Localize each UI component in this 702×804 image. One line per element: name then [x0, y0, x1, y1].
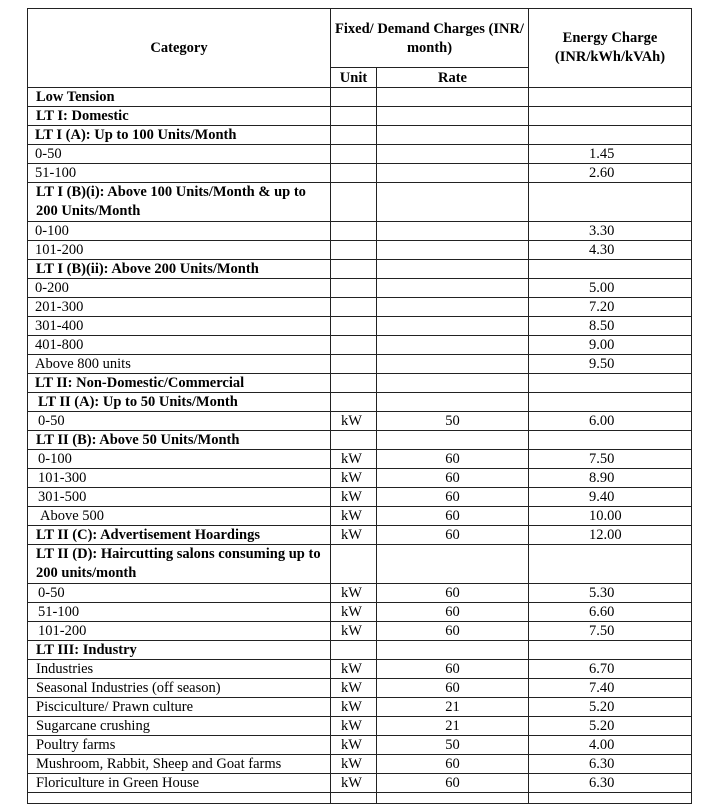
unit-cell — [331, 241, 377, 260]
rate-cell — [377, 241, 529, 260]
rate-cell: 21 — [377, 698, 529, 717]
energy-charge-cell: 6.30 — [529, 755, 692, 774]
energy-charge-cell: 8.50 — [529, 317, 692, 336]
rate-cell — [377, 545, 529, 584]
energy-charge-cell: 6.60 — [529, 603, 692, 622]
energy-charge-cell — [529, 545, 692, 584]
category-cell: Above 800 units — [28, 355, 331, 374]
energy-charge-cell: 6.30 — [529, 774, 692, 793]
category-cell: Mushroom, Rabbit, Sheep and Goat farms — [28, 755, 331, 774]
energy-charge-cell — [529, 88, 692, 107]
unit-cell: kW — [331, 507, 377, 526]
table-row — [28, 603, 692, 622]
energy-charge-cell: 9.00 — [529, 336, 692, 355]
energy-charge-cell: 3.30 — [529, 222, 692, 241]
energy-charge-cell: 7.40 — [529, 679, 692, 698]
table-row — [28, 126, 692, 145]
table-row — [28, 488, 692, 507]
category-cell: LT I: Domestic — [28, 107, 331, 126]
header-category: Category — [28, 9, 331, 88]
table-row — [28, 241, 692, 260]
unit-cell: kW — [331, 717, 377, 736]
unit-cell: kW — [331, 412, 377, 431]
energy-charge-cell: 10.00 — [529, 507, 692, 526]
energy-charge-cell: 4.00 — [529, 736, 692, 755]
table-row — [28, 507, 692, 526]
rate-cell — [377, 298, 529, 317]
unit-cell — [331, 374, 377, 393]
unit-cell: kW — [331, 622, 377, 641]
category-cell: LT I (A): Up to 100 Units/Month — [28, 126, 331, 145]
unit-cell: kW — [331, 450, 377, 469]
rate-cell: 60 — [377, 469, 529, 488]
energy-charge-cell: 5.30 — [529, 584, 692, 603]
category-cell: Poultry farms — [28, 736, 331, 755]
table-row — [28, 279, 692, 298]
table-row — [28, 374, 692, 393]
rate-cell: 60 — [377, 622, 529, 641]
rate-cell: 60 — [377, 526, 529, 545]
table-row — [28, 755, 692, 774]
rate-cell — [377, 126, 529, 145]
table-row — [28, 183, 692, 222]
unit-cell: kW — [331, 526, 377, 545]
category-cell: 201-300 — [28, 298, 331, 317]
category-cell: 0-200 — [28, 279, 331, 298]
category-cell: 51-100 — [28, 603, 331, 622]
table-row — [28, 88, 692, 107]
rate-cell — [377, 317, 529, 336]
rate-cell — [377, 279, 529, 298]
unit-cell — [331, 107, 377, 126]
category-cell: 0-50 — [28, 412, 331, 431]
category-cell — [28, 793, 331, 804]
table-row — [28, 584, 692, 603]
tariff-table — [27, 8, 692, 804]
header-energy-charge: Energy Charge (INR/kWh/kVAh) — [529, 9, 692, 88]
category-cell: Low Tension — [28, 88, 331, 107]
category-cell: 301-400 — [28, 317, 331, 336]
table-row — [28, 260, 692, 279]
category-cell: LT I (B)(ii): Above 200 Units/Month — [28, 260, 331, 279]
table-row — [28, 450, 692, 469]
table-row — [28, 164, 692, 183]
unit-cell — [331, 355, 377, 374]
table-row — [28, 393, 692, 412]
rate-cell: 60 — [377, 774, 529, 793]
table-row — [28, 107, 692, 126]
rate-cell: 60 — [377, 679, 529, 698]
header-unit: Unit — [331, 68, 377, 88]
unit-cell: kW — [331, 488, 377, 507]
rate-cell — [377, 374, 529, 393]
table-row — [28, 355, 692, 374]
table-row — [28, 679, 692, 698]
energy-charge-cell: 7.50 — [529, 450, 692, 469]
energy-charge-cell: 6.00 — [529, 412, 692, 431]
category-cell: Industries — [28, 660, 331, 679]
rate-cell: 60 — [377, 584, 529, 603]
category-cell: Floriculture in Green House — [28, 774, 331, 793]
energy-charge-cell — [529, 107, 692, 126]
energy-charge-cell — [529, 641, 692, 660]
energy-charge-cell: 2.60 — [529, 164, 692, 183]
rate-cell: 60 — [377, 450, 529, 469]
category-cell: 401-800 — [28, 336, 331, 355]
unit-cell — [331, 88, 377, 107]
unit-cell: kW — [331, 679, 377, 698]
energy-charge-cell: 8.90 — [529, 469, 692, 488]
table-row — [28, 145, 692, 164]
table-row — [28, 717, 692, 736]
energy-charge-cell — [529, 793, 692, 804]
table-row — [28, 336, 692, 355]
energy-charge-cell: 9.40 — [529, 488, 692, 507]
energy-charge-cell: 4.30 — [529, 241, 692, 260]
table-row — [28, 317, 692, 336]
unit-cell — [331, 222, 377, 241]
unit-cell — [331, 641, 377, 660]
energy-charge-cell — [529, 393, 692, 412]
rate-cell: 60 — [377, 660, 529, 679]
rate-cell — [377, 260, 529, 279]
energy-charge-cell: 5.20 — [529, 717, 692, 736]
table-row — [28, 622, 692, 641]
unit-cell — [331, 793, 377, 804]
unit-cell — [331, 317, 377, 336]
header-fixed-charges: Fixed/ Demand Charges (INR/ month) — [331, 9, 529, 68]
unit-cell — [331, 279, 377, 298]
table-row — [28, 660, 692, 679]
rate-cell: 50 — [377, 412, 529, 431]
table-row — [28, 736, 692, 755]
category-cell: 101-200 — [28, 241, 331, 260]
rate-cell — [377, 145, 529, 164]
energy-charge-cell — [529, 431, 692, 450]
table-row — [28, 526, 692, 545]
rate-cell: 21 — [377, 717, 529, 736]
unit-cell — [331, 126, 377, 145]
category-cell: 0-50 — [28, 145, 331, 164]
rate-cell — [377, 222, 529, 241]
category-cell: LT III: Industry — [28, 641, 331, 660]
energy-charge-cell: 5.00 — [529, 279, 692, 298]
table-row — [28, 469, 692, 488]
unit-cell — [331, 164, 377, 183]
energy-charge-cell — [529, 260, 692, 279]
unit-cell: kW — [331, 736, 377, 755]
rate-cell — [377, 393, 529, 412]
category-cell: 51-100 — [28, 164, 331, 183]
rate-cell — [377, 88, 529, 107]
energy-charge-cell: 9.50 — [529, 355, 692, 374]
energy-charge-cell — [529, 374, 692, 393]
energy-charge-cell: 12.00 — [529, 526, 692, 545]
unit-cell: kW — [331, 584, 377, 603]
energy-charge-cell: 1.45 — [529, 145, 692, 164]
unit-cell: kW — [331, 603, 377, 622]
unit-cell — [331, 183, 377, 222]
category-cell: Pisciculture/ Prawn culture — [28, 698, 331, 717]
unit-cell — [331, 260, 377, 279]
category-cell: Seasonal Industries (off season) — [28, 679, 331, 698]
tariff-body — [28, 88, 692, 804]
category-cell: Above 500 — [28, 507, 331, 526]
category-cell: 101-200 — [28, 622, 331, 641]
energy-charge-cell: 5.20 — [529, 698, 692, 717]
rate-cell — [377, 431, 529, 450]
table-row — [28, 774, 692, 793]
table-row — [28, 545, 692, 584]
category-cell: LT I (B)(i): Above 100 Units/Month & up to 200 Units/Month — [28, 183, 331, 222]
unit-cell: kW — [331, 469, 377, 488]
rate-cell — [377, 336, 529, 355]
unit-cell: kW — [331, 698, 377, 717]
table-row — [28, 698, 692, 717]
category-cell: LT II: Non-Domestic/Commercial — [28, 374, 331, 393]
rate-cell — [377, 641, 529, 660]
rate-cell — [377, 107, 529, 126]
unit-cell — [331, 393, 377, 412]
category-cell: 0-100 — [28, 450, 331, 469]
category-cell: LT II (D): Haircutting salons consuming up to 200 units/month — [28, 545, 331, 584]
unit-cell: kW — [331, 755, 377, 774]
table-row — [28, 641, 692, 660]
table-row — [28, 222, 692, 241]
rate-cell — [377, 164, 529, 183]
category-cell: 301-500 — [28, 488, 331, 507]
table-row — [28, 431, 692, 450]
category-cell: Sugarcane crushing — [28, 717, 331, 736]
header-rate: Rate — [377, 68, 529, 88]
rate-cell — [377, 355, 529, 374]
category-cell: LT II (C): Advertisement Hoardings — [28, 526, 331, 545]
energy-charge-cell: 7.50 — [529, 622, 692, 641]
unit-cell — [331, 298, 377, 317]
category-cell: 0-100 — [28, 222, 331, 241]
table-row — [28, 793, 692, 804]
category-cell: 0-50 — [28, 584, 331, 603]
unit-cell: kW — [331, 774, 377, 793]
energy-charge-cell — [529, 126, 692, 145]
category-cell: 101-300 — [28, 469, 331, 488]
unit-cell — [331, 545, 377, 584]
rate-cell: 60 — [377, 755, 529, 774]
rate-cell: 60 — [377, 488, 529, 507]
rate-cell — [377, 793, 529, 804]
unit-cell — [331, 431, 377, 450]
rate-cell: 50 — [377, 736, 529, 755]
unit-cell — [331, 145, 377, 164]
unit-cell — [331, 336, 377, 355]
energy-charge-cell — [529, 183, 692, 222]
energy-charge-cell: 6.70 — [529, 660, 692, 679]
energy-charge-cell: 7.20 — [529, 298, 692, 317]
table-row — [28, 298, 692, 317]
rate-cell: 60 — [377, 507, 529, 526]
table-row — [28, 412, 692, 431]
unit-cell: kW — [331, 660, 377, 679]
category-cell: LT II (A): Up to 50 Units/Month — [28, 393, 331, 412]
rate-cell — [377, 183, 529, 222]
rate-cell: 60 — [377, 603, 529, 622]
category-cell: LT II (B): Above 50 Units/Month — [28, 431, 331, 450]
